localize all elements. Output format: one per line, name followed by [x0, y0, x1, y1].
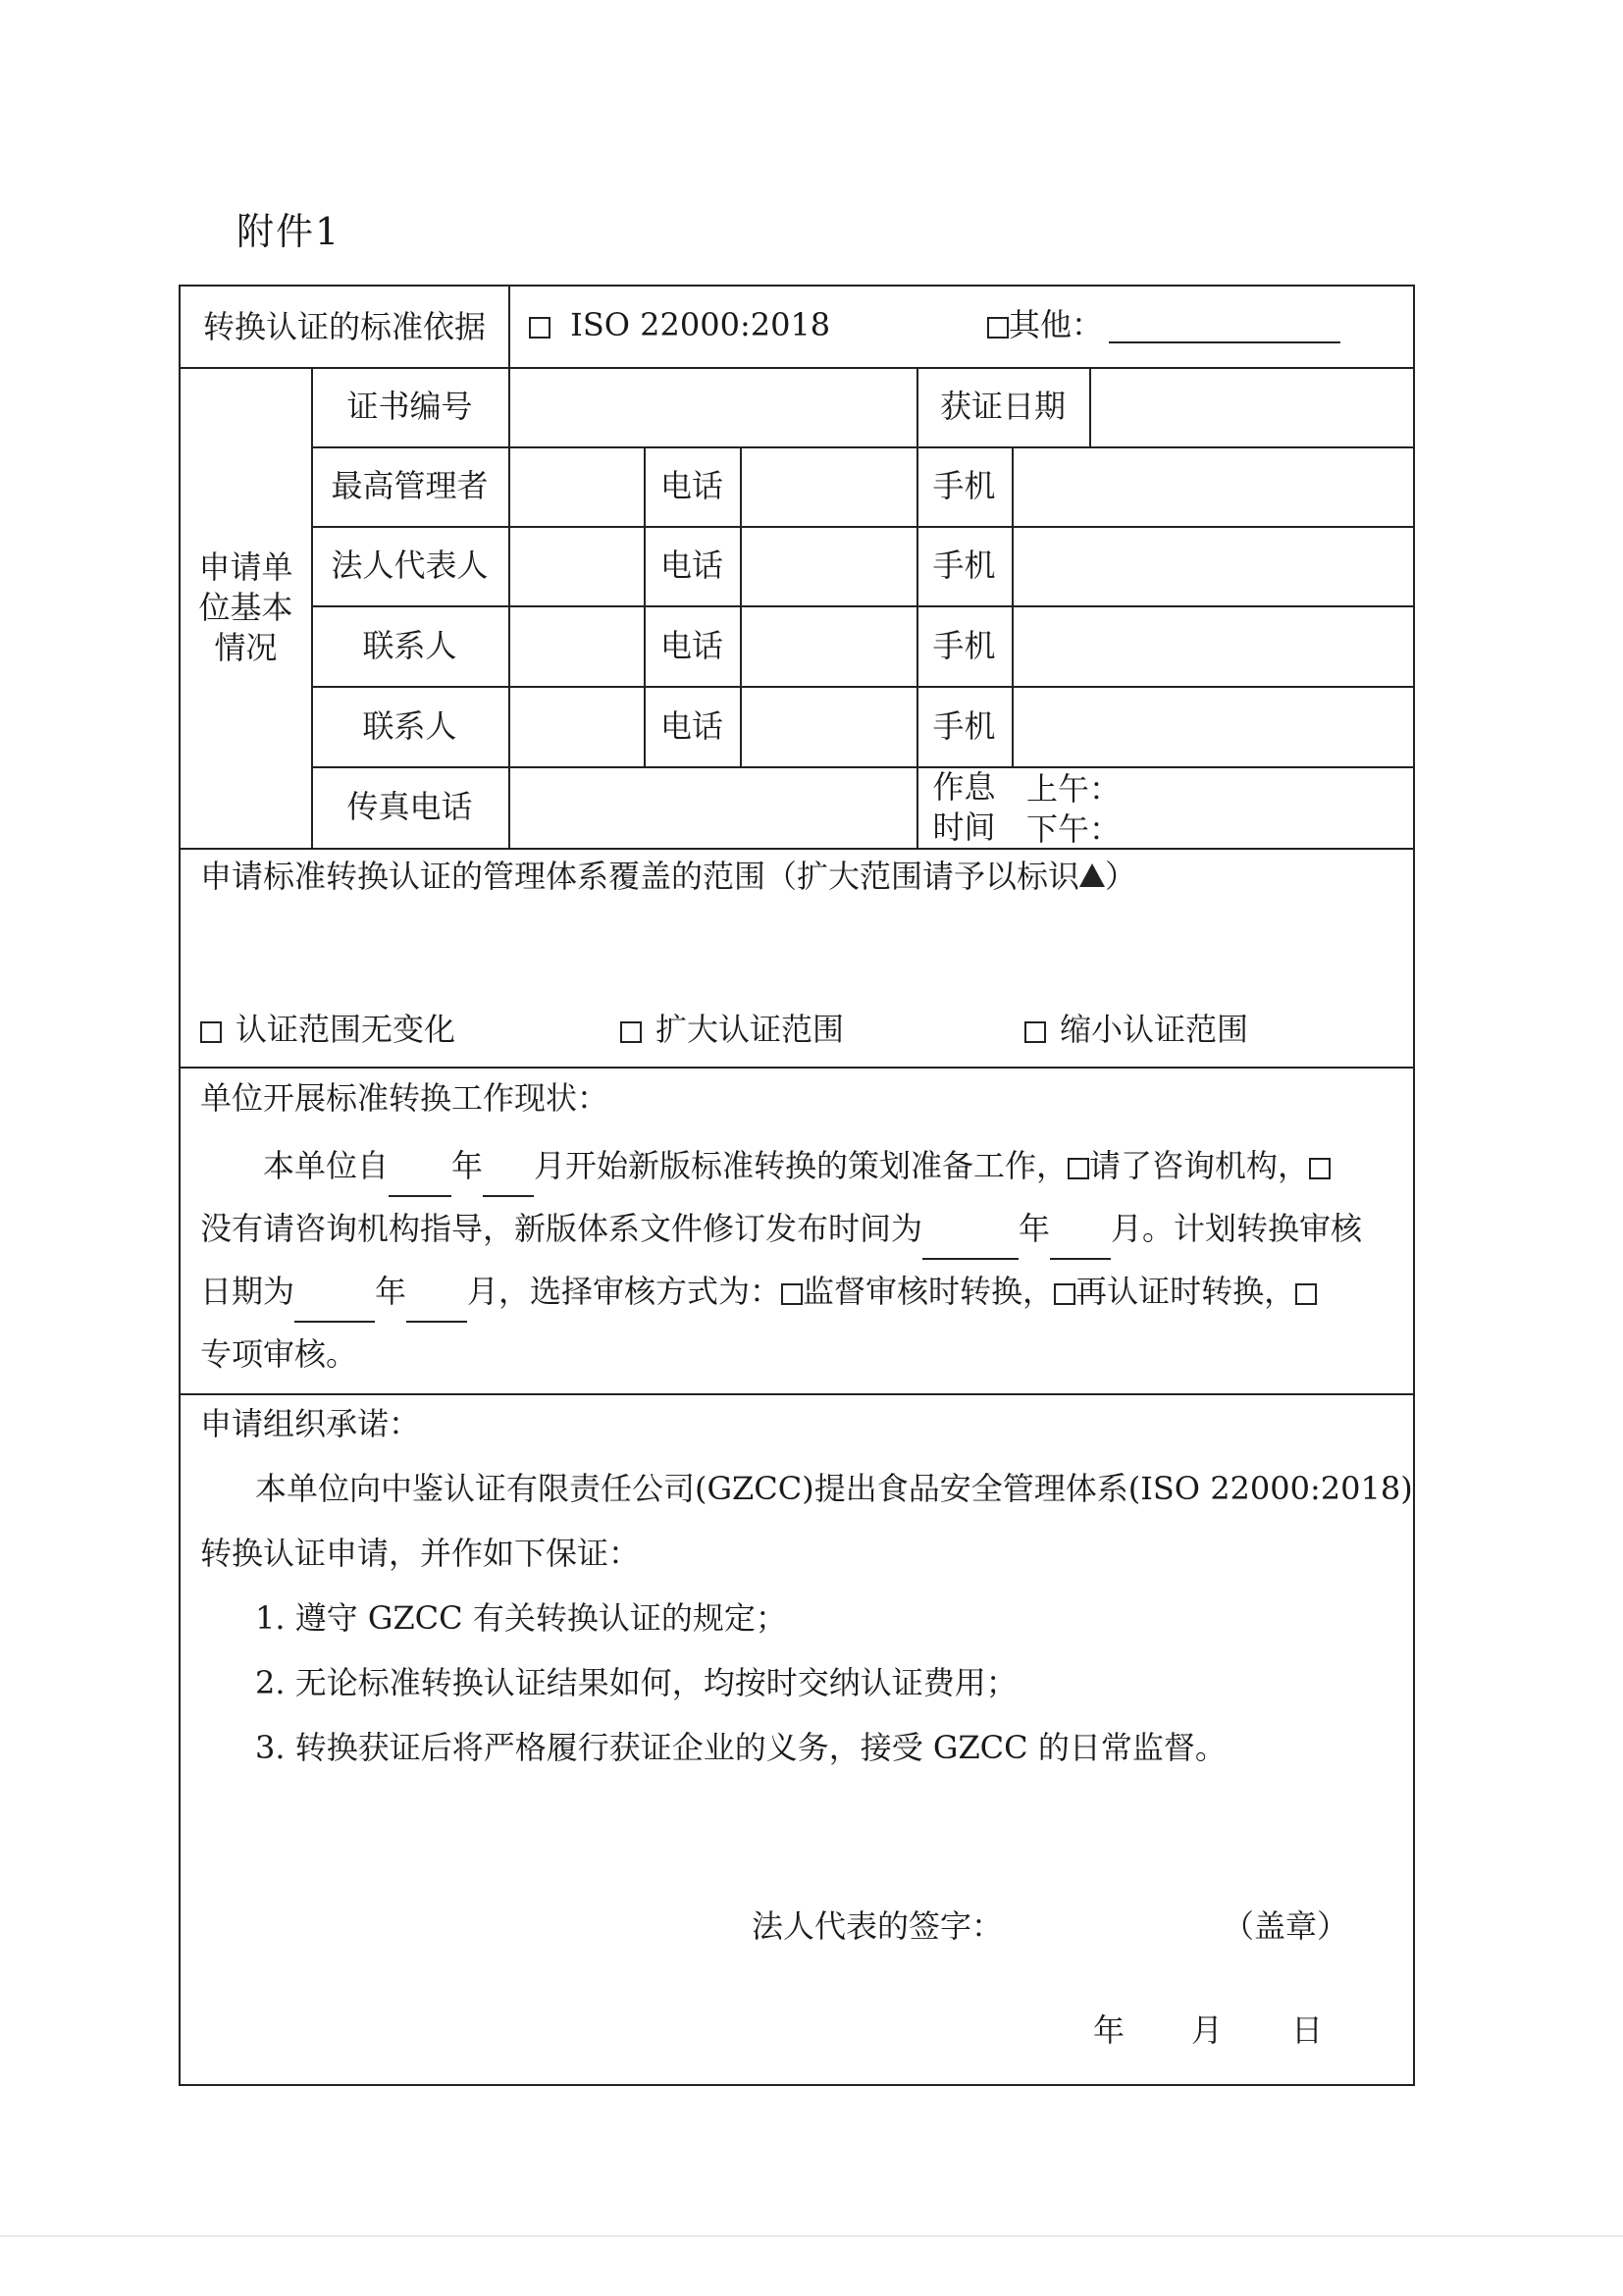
mobile-label: 手机	[932, 467, 996, 505]
commitment-item-3: 3. 转换获证后将严格履行获证企业的义务，接受 GZCC 的日常监督。	[255, 1729, 1227, 1766]
scope-title	[200, 858, 1136, 895]
mobile-label: 手机	[932, 706, 996, 745]
status-paragraph	[200, 1134, 1393, 1385]
status-line-1	[200, 1134, 1393, 1197]
other-checkbox[interactable]	[987, 317, 1009, 339]
scope-option-reduce[interactable]	[1024, 1011, 1248, 1048]
commitment-paragraph-1: 本单位向中鉴认证有限责任公司(GZCC)提出食品安全管理体系(ISO 22000:2018)	[255, 1470, 1413, 1507]
start-year-blank[interactable]	[389, 1166, 451, 1197]
applicant-section-label	[181, 367, 311, 848]
status-text: 请了咨询机构，	[1089, 1147, 1310, 1184]
signature-label: 法人代表的签字：	[752, 1907, 1004, 1945]
recertification-checkbox[interactable]	[1054, 1283, 1075, 1305]
release-year-blank[interactable]	[922, 1228, 1019, 1260]
cert-date-label: 获证日期	[939, 388, 1066, 426]
status-text: 月。计划转换审核	[1111, 1210, 1363, 1247]
commitment-title: 申请组织承诺：	[200, 1405, 421, 1442]
iso-option[interactable]	[529, 306, 830, 343]
status-title: 单位开展标准转换工作现状：	[200, 1079, 609, 1117]
status-text: 年	[451, 1147, 484, 1184]
status-text: 没有请咨询机构指导，新版体系文件修订发布时间为	[200, 1210, 923, 1247]
applicant-label-line-2: 位基本	[198, 588, 293, 626]
commitment-paragraph-2: 转换认证申请，并作如下保证：	[200, 1535, 641, 1572]
audit-year-blank[interactable]	[294, 1291, 375, 1323]
role-legal-representative: 法人代表人	[331, 547, 489, 585]
triangle-marker-icon	[1079, 863, 1105, 887]
phone-label: 电话	[659, 706, 723, 745]
date-month-label: 月	[1191, 2011, 1224, 2049]
application-form-table	[179, 285, 1415, 2086]
status-text: 月，选择审核方式为：	[467, 1273, 782, 1310]
surveillance-audit-checkbox[interactable]	[781, 1283, 803, 1305]
status-text: 监督审核时转换，	[803, 1273, 1055, 1310]
work-hours-label	[916, 766, 1012, 848]
scope-title-text: 申请标准转换认证的管理体系覆盖的范围（扩大范围请予以标识	[200, 858, 1080, 895]
status-text: 年	[1019, 1210, 1051, 1247]
scope-option-unchanged[interactable]	[200, 1011, 455, 1048]
work-hours-label-line-2: 时间	[932, 808, 996, 846]
phone-label: 电话	[659, 547, 723, 585]
scope-unchanged-label: 认证范围无变化	[236, 1011, 456, 1048]
role-contact-2: 联系人	[362, 706, 457, 745]
iso-checkbox[interactable]	[529, 317, 550, 339]
start-month-blank[interactable]	[483, 1166, 534, 1197]
date-year-label: 年	[1093, 2011, 1126, 2049]
release-month-blank[interactable]	[1050, 1228, 1111, 1260]
applicant-label-line-3: 情况	[214, 628, 278, 666]
scope-expand-checkbox[interactable]	[620, 1021, 642, 1043]
attachment-label: 附件1	[236, 210, 341, 253]
date-day-label: 日	[1291, 2011, 1324, 2049]
role-contact-1: 联系人	[362, 626, 457, 664]
scope-unchanged-checkbox[interactable]	[200, 1021, 222, 1043]
page-bottom-rule	[0, 2235, 1623, 2237]
hours-am-label: 上午：	[1026, 770, 1122, 808]
mobile-label: 手机	[932, 547, 996, 585]
role-top-manager: 最高管理者	[331, 467, 489, 505]
special-audit-checkbox[interactable]	[1295, 1283, 1317, 1305]
consultant-no-checkbox[interactable]	[1309, 1158, 1331, 1179]
status-text: 月开始新版标准转换的策划准备工作，	[534, 1147, 1069, 1184]
scope-option-expand[interactable]	[620, 1011, 844, 1048]
status-line-3	[200, 1260, 1393, 1323]
fax-label: 传真电话	[346, 788, 473, 826]
status-text: 本单位自	[263, 1147, 390, 1184]
cert-number-label: 证书编号	[346, 388, 473, 426]
consultant-yes-checkbox[interactable]	[1068, 1158, 1089, 1179]
iso-option-label: ISO 22000:2018	[570, 306, 831, 343]
scope-reduce-label: 缩小认证范围	[1060, 1011, 1249, 1048]
scope-title-end: ）	[1105, 858, 1137, 895]
seal-label: （盖章）	[1223, 1907, 1349, 1945]
other-blank[interactable]	[1109, 312, 1340, 343]
commitment-item-2: 2. 无论标准转换认证结果如何，均按时交纳认证费用；	[255, 1664, 1018, 1701]
status-line-2	[200, 1197, 1393, 1260]
applicant-label-line-1: 申请单	[198, 548, 293, 586]
mobile-label: 手机	[932, 626, 996, 664]
scope-reduce-checkbox[interactable]	[1024, 1021, 1046, 1043]
status-text: 日期为	[200, 1273, 295, 1310]
status-text: 年	[375, 1273, 407, 1310]
other-option-label: 其他：	[1009, 306, 1104, 343]
scope-expand-label: 扩大认证范围	[655, 1011, 845, 1048]
phone-label: 电话	[659, 626, 723, 664]
commitment-item-1: 1. 遵守 GZCC 有关转换认证的规定；	[255, 1599, 787, 1637]
audit-month-blank[interactable]	[406, 1291, 467, 1323]
work-hours-label-line-1: 作息	[932, 767, 996, 806]
hours-pm-label: 下午：	[1026, 810, 1122, 848]
standard-basis-label: 转换认证的标准依据	[202, 307, 486, 345]
other-option[interactable]	[987, 306, 1340, 343]
status-text: 再认证时转换，	[1075, 1273, 1296, 1310]
phone-label: 电话	[659, 467, 723, 505]
status-line-4: 专项审核。	[200, 1335, 358, 1373]
